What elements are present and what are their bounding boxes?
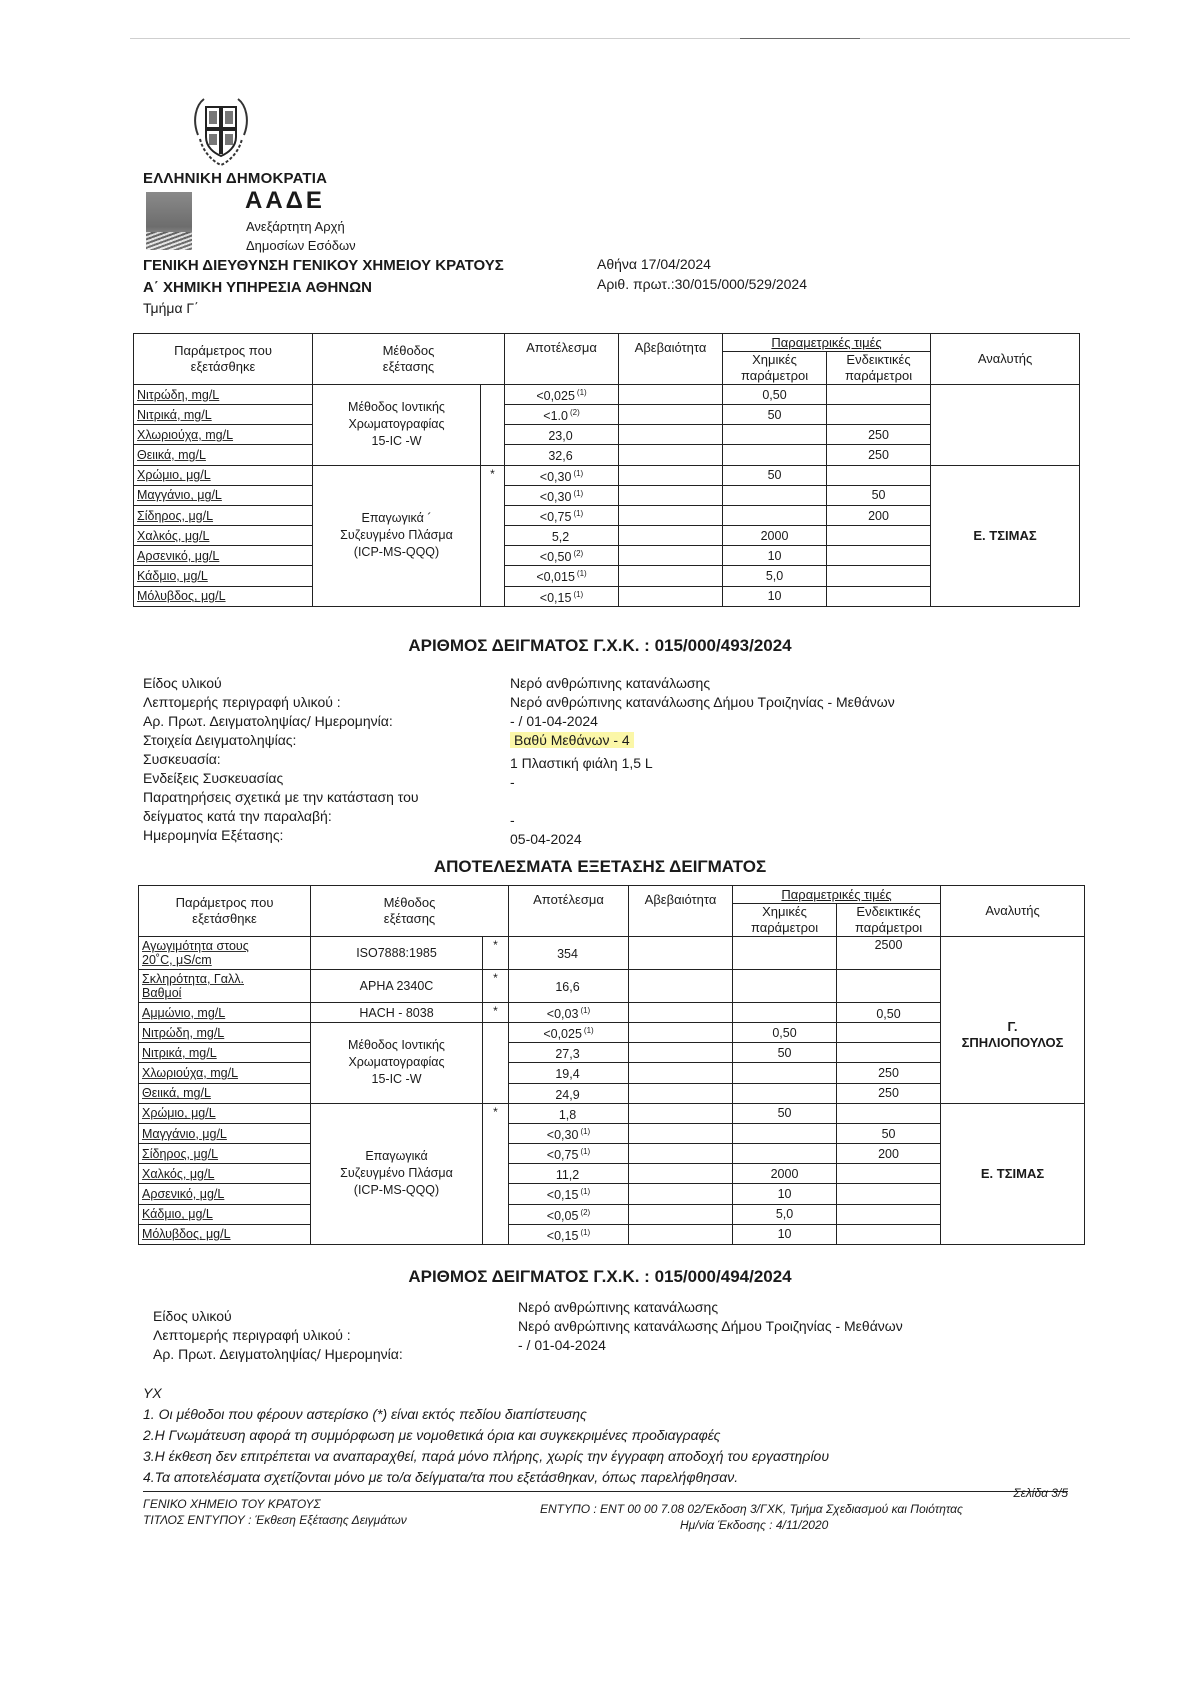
notes-heading: ΥΧ [143,1385,162,1401]
result-value: 16,6 [555,980,580,995]
parameter-name: Κάδμιο, μg/L [134,566,313,586]
uncertainty-cell [619,485,723,505]
result-footnote-ref: (2) [580,1207,591,1217]
parameter-name: Μαγγάνιο, μg/L [139,1123,311,1143]
parameter-name: Θειικά, mg/L [134,445,313,465]
footer-form-title: ΤΙΤΛΟΣ ΕΝΤΥΠΟΥ : Έκθεση Εξέτασης Δειγμάτων [143,1513,407,1527]
header-indicative: Ενδεικτικές παράμετροι [837,904,941,937]
uncertainty-cell [629,1204,733,1224]
parameter-name: Νιτρώδη, mg/L [139,1023,311,1043]
chemical-limit [733,1083,837,1103]
chemical-limit [733,1144,837,1164]
chemical-limit [733,1003,837,1023]
accreditation-star-cell [481,385,505,466]
result-cell [505,405,619,425]
chemical-limit: 2000 [723,526,827,546]
chemical-limit [723,445,827,465]
parameter-name: Αρσενικό, μg/L [134,546,313,566]
header-parametric-values: Παραμετρικές τιμές [733,886,941,904]
parameter-name: Μαγγάνιο, μg/L [134,485,313,505]
result-value: <0,015 [536,570,575,585]
uncertainty-cell [629,1144,733,1164]
result-footnote-ref: (1) [573,468,584,478]
indicative-limit [837,1164,941,1184]
highlighted-sampling-location: Βαθύ Μεθάνων - 4 [510,732,634,748]
uncertainty-cell [619,546,723,566]
result-cell [505,485,619,505]
uncertainty-cell [619,445,723,465]
indicative-limit [837,970,941,1003]
field-line [510,731,895,750]
table-row [134,385,1080,405]
footnotes [143,1383,829,1488]
method-ion-chromatography: Μέθοδος Ιοντικής Χρωματογραφίας 15-IC -W [311,1023,483,1104]
chemical-limit [733,970,837,1003]
result-cell [505,566,619,586]
accreditation-star: * [483,1003,509,1023]
parameter-name: Σκληρότητα, Γαλλ. Βαθμοί [139,970,311,1003]
indicative-limit [827,526,931,546]
result-cell [505,425,619,445]
indicative-limit: 50 [837,1123,941,1143]
chemical-limit: 2000 [733,1164,837,1184]
result-cell [509,1204,629,1224]
document-date: Αθήνα 17/04/2024 [597,256,711,272]
parameter-name: Νιτρώδη, mg/L [134,385,313,405]
indicative-limit [837,1023,941,1043]
header-uncertainty: Αβεβαιότητα [619,334,723,385]
chemical-limit: 10 [733,1184,837,1204]
uncertainty-cell [619,405,723,425]
result-cell [505,385,619,405]
uncertainty-cell [619,385,723,405]
indicative-limit: 50 [827,485,931,505]
parameter-name: Χρώμιο, μg/L [134,465,313,485]
result-value: <1.0 [543,409,568,424]
directorate-heading: ΓΕΝΙΚΗ ΔΙΕΥΘΥΝΣΗ ΓΕΝΙΚΟΥ ΧΗΜΕΙΟΥ ΚΡΑΤΟΥΣ [143,257,504,274]
chemical-limit [733,1063,837,1083]
result-cell [505,526,619,546]
sample-494-title: ΑΡΙΘΜΟΣ ΔΕΙΓΜΑΤΟΣ Γ.Χ.Κ. : 015/000/494/2024 [408,1267,792,1286]
result-value: <0,75 [546,1148,579,1163]
chemical-limit: 5,0 [733,1204,837,1224]
method-icp-ms: Επαγωγικά ´ Συζευγμένο Πλάσμα (ICP-MS-QQQ) [313,465,481,606]
aade-subtitle-2: Δημοσίων Εσόδων [246,238,356,253]
result-footnote-ref: (1) [576,388,587,397]
chemical-limit: 10 [733,1224,837,1244]
result-footnote-ref: (1) [573,508,584,518]
field-line [510,792,895,811]
result-value: 1,8 [558,1107,577,1122]
field-line: 1 Πλαστική φιάλη 1,5 L [510,755,653,771]
table-row [139,937,1085,970]
indicative-limit: 200 [837,1144,941,1164]
parameter-name: Νιτρικά, mg/L [139,1043,311,1063]
result-value: 27,3 [555,1047,580,1062]
result-cell [505,465,619,485]
parameter-name: Σίδηρος, μg/L [139,1144,311,1164]
field-line: Είδος υλικού [153,1308,232,1324]
aade-title: ΑΑΔΕ [245,187,325,214]
sample-493-values [510,674,895,849]
sample-494-labels [153,1307,403,1364]
indicative-limit: 2500 [837,937,941,970]
parameter-name: Κάδμιο, μg/L [139,1204,311,1224]
result-value: <0,025 [536,389,575,404]
indicative-limit [827,405,931,425]
uncertainty-cell [629,937,733,970]
field-line: 05-04-2024 [510,831,582,847]
results-table-sample-493 [138,885,1085,1245]
footnote-item: 2.Η Γνωμάτευση αφορά τη συμμόρφωση με νομοθετικά όρια και συγκεκριμένες προδιαγραφές [143,1427,721,1443]
indicative-limit: 250 [837,1083,941,1103]
uncertainty-cell [629,1003,733,1023]
result-value: <0,025 [543,1027,582,1042]
results-section-title: ΑΠΟΤΕΛΕΣΜΑΤΑ ΕΞΕΤΑΣΗΣ ΔΕΙΓΜΑΤΟΣ [433,857,767,876]
result-cell [505,505,619,525]
sample-493-labels [143,674,419,845]
protocol-number: Αριθ. πρωτ.:30/015/000/529/2024 [597,276,807,292]
header-chemical: Χημικές παράμετροι [723,352,827,385]
indicative-limit [827,385,931,405]
department-label: Τμήμα Γ΄ [143,300,199,316]
result-value: <0,75 [539,510,572,525]
indicative-limit [837,1103,941,1123]
indicative-limit: 250 [827,425,931,445]
header-analyst: Αναλυτής [931,334,1080,385]
uncertainty-cell [629,1184,733,1204]
chemical-limit: 50 [733,1103,837,1123]
page-number: Σελίδα 3/5 [1013,1486,1068,1500]
parameter-name: Αρσενικό, μg/L [139,1184,311,1204]
result-footnote-ref: (1) [580,1187,591,1197]
parameter-name: Μόλυβδος, μg/L [139,1224,311,1244]
result-cell [509,970,629,1003]
field-line: δείγματος κατά την παραλαβή: [143,808,332,824]
parameter-name: Θειικά, mg/L [139,1083,311,1103]
field-line: Λεπτομερής περιγραφή υλικού : [143,694,341,710]
uncertainty-cell [619,505,723,525]
footer-form-code: ΕΝΤΥΠΟ : ΕΝΤ 00 00 7.08 02/Έκδοση 3/ΓΧΚ, Τμήμα Σχεδιασμού και Ποιότητας [540,1502,963,1516]
analyst-name-2: Ε. ΤΣΙΜΑΣ [941,1103,1085,1244]
method-cell: HACH - 8038 [311,1003,483,1023]
parameter-name: Μόλυβδος, μg/L [134,586,313,606]
result-cell [509,1063,629,1083]
field-line: Λεπτομερής περιγραφή υλικού : [153,1327,351,1343]
field-line: Παρατηρήσεις σχετικά με την κατάσταση του [143,789,419,805]
uncertainty-cell [629,1023,733,1043]
uncertainty-cell [629,970,733,1003]
field-line: - [510,812,515,828]
field-line: Αρ. Πρωτ. Δειγματοληψίας/ Ημερομηνία: [153,1346,403,1362]
result-value: <0,15 [546,1228,579,1243]
indicative-limit [827,546,931,566]
sample-493-title: ΑΡΙΘΜΟΣ ΔΕΙΓΜΑΤΟΣ Γ.Χ.Κ. : 015/000/493/2024 [408,636,792,655]
header-parametric-values: Παραμετρικές τιμές [723,334,931,352]
header-parameter: Παράμετρος που εξετάσθηκε [139,886,311,937]
uncertainty-cell [619,586,723,606]
header-analyst: Αναλυτής [941,886,1085,937]
result-cell [509,1103,629,1123]
indicative-limit [837,1184,941,1204]
result-value: 11,2 [555,1168,580,1183]
method-ion-chromatography: Μέθοδος Ιοντικής Χρωματογραφίας 15-IC -W [313,385,481,466]
header-uncertainty: Αβεβαιότητα [629,886,733,937]
uncertainty-cell [629,1083,733,1103]
result-value: <0,30 [539,489,572,504]
result-value: 23,0 [548,429,573,444]
result-cell [509,1144,629,1164]
indicative-limit: 200 [827,505,931,525]
result-value: <0,50 [539,550,572,565]
field-line: Στοιχεία Δειγματοληψίας: [143,732,297,748]
field-line: Ενδείξεις Συσκευασίας [143,770,284,786]
result-cell [509,1123,629,1143]
uncertainty-cell [619,566,723,586]
uncertainty-cell [619,465,723,485]
header-result: Αποτέλεσμα [509,886,629,937]
result-cell [509,1023,629,1043]
field-line: Συσκευασία: [143,751,221,767]
uncertainty-cell [629,1063,733,1083]
result-cell [505,586,619,606]
table-row [134,465,1080,485]
header-result: Αποτέλεσμα [505,334,619,385]
uncertainty-cell [629,1224,733,1244]
chemical-limit: 0,50 [723,385,827,405]
indicative-limit: 0,50 [837,1003,941,1023]
chemical-limit: 50 [723,405,827,425]
accreditation-star: * [483,937,509,970]
chemical-limit [723,505,827,525]
parameter-name: Χλωριούχα, mg/L [139,1063,311,1083]
parameter-name: Χαλκός, μg/L [134,526,313,546]
indicative-limit: 250 [837,1063,941,1083]
field-line: Αρ. Πρωτ. Δειγματοληψίας/ Ημερομηνία: [143,713,393,729]
indicative-limit [837,1043,941,1063]
result-footnote-ref: (1) [573,589,584,599]
chemical-limit: 0,50 [733,1023,837,1043]
result-footnote-ref: (1) [580,1006,591,1015]
uncertainty-cell [619,425,723,445]
analyst-name: Ε. ΤΣΙΜΑΣ [931,465,1080,606]
accreditation-star-cell [483,1023,509,1104]
result-value: <0,15 [539,590,572,605]
greek-coat-of-arms-icon [190,95,252,167]
uncertainty-cell [629,1103,733,1123]
header-method: Μέθοδος εξέτασης [313,334,505,385]
header-parameter: Παράμετρος που εξετάσθηκε [134,334,313,385]
parameter-name: Αμμώνιο, mg/L [139,1003,311,1023]
result-value: 19,4 [555,1067,580,1082]
republic-heading: ΕΛΛΗΝΙΚΗ ΔΗΜΟΚΡΑΤΙΑ [143,170,328,187]
result-cell [505,445,619,465]
result-footnote-ref: (2) [573,549,584,559]
service-heading: Α΄ ΧΗΜΙΚΗ ΥΠΗΡΕΣΙΑ ΑΘΗΝΩΝ [143,279,372,296]
parameter-name: Χαλκός, μg/L [139,1164,311,1184]
result-value: 24,9 [555,1087,580,1102]
indicative-limit [827,465,931,485]
parameter-name: Αγωγιμότητα στους 20˚C, μS/cm [139,937,311,970]
aade-logo [146,192,192,250]
chemical-limit [733,937,837,970]
indicative-limit [827,586,931,606]
indicative-limit [827,566,931,586]
field-line: - [510,774,515,790]
footnote-item: 4.Τα αποτελέσματα σχετίζονται μόνο με το/α δείγματα/τα που εξετάσθηκαν, όπως παρελήφθησαν. [143,1469,739,1485]
uncertainty-cell [629,1164,733,1184]
result-footnote-ref: (1) [580,1227,591,1237]
field-line: Νερό ανθρώπινης κατανάλωσης Δήμου Τροιζηνίας - Μεθάνων [510,694,895,710]
parameter-name: Σίδηρος, μg/L [134,505,313,525]
result-footnote-ref: (1) [583,1026,594,1036]
indicative-limit [837,1204,941,1224]
accreditation-star: * [481,465,505,606]
results-table-previous-sample [133,333,1080,607]
indicative-limit: 250 [827,445,931,465]
method-cell: ISO7888:1985 [311,937,483,970]
uncertainty-cell [619,526,723,546]
field-line: Νερό ανθρώπινης κατανάλωσης [518,1299,719,1315]
result-value: <0,15 [546,1188,579,1203]
indicative-limit [837,1224,941,1244]
result-value: 32,6 [548,449,573,464]
result-cell [509,1083,629,1103]
field-line: - / 01-04-2024 [518,1337,606,1353]
chemical-limit: 10 [723,586,827,606]
result-value: <0,30 [546,1128,579,1143]
method-cell: APHA 2340C [311,970,483,1003]
result-cell [509,1224,629,1244]
footer-divider [143,1491,1068,1492]
result-footnote-ref: (1) [576,569,587,579]
footnote-item: 1. Οι μέθοδοι που φέρουν αστερίσκο (*) είναι εκτός πεδίου διαπίστευσης [143,1406,587,1422]
uncertainty-cell [629,1043,733,1063]
header-chemical: Χημικές παράμετροι [733,904,837,937]
result-cell [509,1164,629,1184]
result-footnote-ref: (1) [573,488,584,498]
chemical-limit: 5,0 [723,566,827,586]
chemical-limit: 10 [723,546,827,566]
chemical-limit [723,485,827,505]
chemical-limit: 50 [733,1043,837,1063]
result-value: <0,30 [539,469,572,484]
analyst-name-1: Γ. ΣΠΗΛΙΟΠΟΥΛΟΣ [941,937,1085,1104]
chemical-limit: 50 [723,465,827,485]
result-value: 354 [557,947,578,962]
result-value: <0,03 [546,1007,579,1022]
footnote-item: 3.Η έκθεση δεν επιτρέπεται να αναπαραχθεί, παρά μόνο πλήρης, χωρίς την έγγραφη αποδοχή του εργαστηρίου [143,1448,830,1464]
accreditation-star: * [483,1103,509,1244]
result-cell [509,1003,629,1023]
result-footnote-ref: (1) [580,1126,591,1136]
field-line: Είδος υλικού [143,675,222,691]
parameter-name: Χλωριούχα, mg/L [134,425,313,445]
scan-artifact-line [130,38,1130,39]
uncertainty-cell [629,1123,733,1143]
parameter-name: Νιτρικά, mg/L [134,405,313,425]
sample-494-values [518,1298,903,1355]
chemical-limit [733,1123,837,1143]
result-cell [509,1043,629,1063]
result-footnote-ref: (2) [569,408,580,418]
footer-issue-date: Ημ/νία Έκδοσης : 4/11/2020 [680,1518,829,1532]
field-line: Ημερομηνία Εξέτασης: [143,827,284,843]
field-line: Νερό ανθρώπινης κατανάλωσης [510,675,711,691]
accreditation-star: * [483,970,509,1003]
header-method: Μέθοδος εξέτασης [311,886,509,937]
field-line: - / 01-04-2024 [510,713,598,729]
field-line: Νερό ανθρώπινης κατανάλωσης Δήμου Τροιζηνίας - Μεθάνων [518,1318,903,1334]
parameter-name: Χρώμιο, μg/L [139,1103,311,1123]
method-icp-ms: Επαγωγικά Συζευγμένο Πλάσμα (ICP-MS-QQQ) [311,1103,483,1244]
result-cell [509,1184,629,1204]
aade-subtitle-1: Ανεξάρτητη Αρχή [246,219,345,234]
table-row [139,1103,1085,1123]
result-value: 5,2 [551,530,570,545]
analyst-cell-empty [931,385,1080,466]
result-footnote-ref: (1) [580,1147,591,1157]
header-indicative: Ενδεικτικές παράμετροι [827,352,931,385]
chemical-limit [723,425,827,445]
result-cell [509,937,629,970]
result-value: <0,05 [546,1208,579,1223]
footer-organization: ΓΕΝΙΚΟ ΧΗΜΕΙΟ ΤΟΥ ΚΡΑΤΟΥΣ [143,1497,321,1511]
result-cell [505,546,619,566]
